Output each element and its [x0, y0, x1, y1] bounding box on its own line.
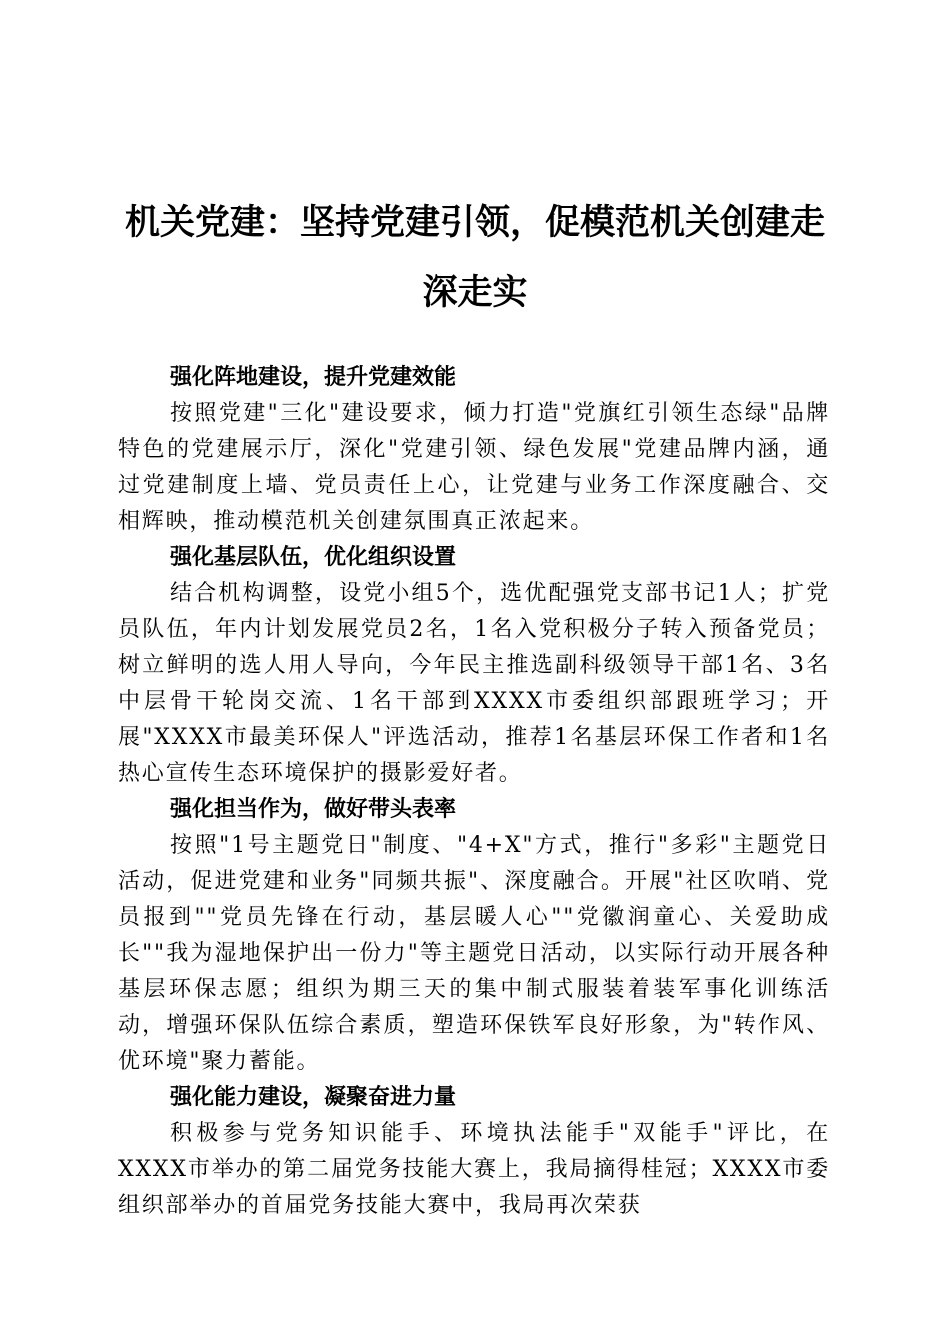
section-paragraph: 按照党建"三化"建设要求，倾力打造"党旗红引领生态绿"品牌特色的党建展示厅，深化"党建引领、绿色发展"党建品牌内涵，通过党建制度上墙、党员责任上心，让党建与业务工作深度融合、交相辉映，推动模范机关创建氛围真正浓起来。	[118, 401, 830, 534]
section-position-building	[118, 360, 830, 540]
section-capability-building	[118, 1080, 830, 1224]
section-heading: 强化担当作为，做好带头表率	[170, 797, 457, 822]
section-responsibility	[118, 792, 830, 1080]
section-heading: 强化基层队伍，优化组织设置	[170, 545, 457, 570]
section-heading: 强化能力建设，凝聚奋进力量	[170, 1085, 457, 1110]
section-heading: 强化阵地建设，提升党建效能	[170, 365, 457, 390]
section-grassroots-team	[118, 540, 830, 792]
document-title: 机关党建：坚持党建引领，促模范机关创建走深走实	[124, 203, 825, 313]
section-paragraph: 按照"1号主题党日"制度、"4+X"方式，推行"多彩"主题党日活动，促进党建和业务"同频共振"、深度融合。开展"社区吹哨、党员报到""党员先锋在行动，基层暖人心""党徽润童心、关爱助成长""我为湿地保护出一份力"等主题党日活动，以实际行动开展各种基层环保志愿；组织为期三天的集中制式服装着装军事化训练活动，增强环保队伍综合素质，塑造环保铁军良好形象，为"转作风、优环境"聚力蓄能。	[118, 833, 830, 1074]
document-body	[118, 360, 830, 1224]
section-paragraph: 积极参与党务知识能手、环境执法能手"双能手"评比，在XXXX市举办的第二届党务技能大赛上，我局摘得桂冠；XXXX市委组织部举办的首届党务技能大赛中，我局再次荣获	[118, 1121, 830, 1218]
section-paragraph: 结合机构调整，设党小组5个，选优配强党支部书记1人；扩党员队伍，年内计划发展党员2名，1名入党积极分子转入预备党员；树立鲜明的选人用人导向，今年民主推选副科级领导干部1名、3名中层骨干轮岗交流、1名干部到XXXX市委组织部跟班学习；开展"XXXX市最美环保人"评选活动，推荐1名基层环保工作者和1名热心宣传生态环境保护的摄影爱好者。	[118, 581, 830, 786]
